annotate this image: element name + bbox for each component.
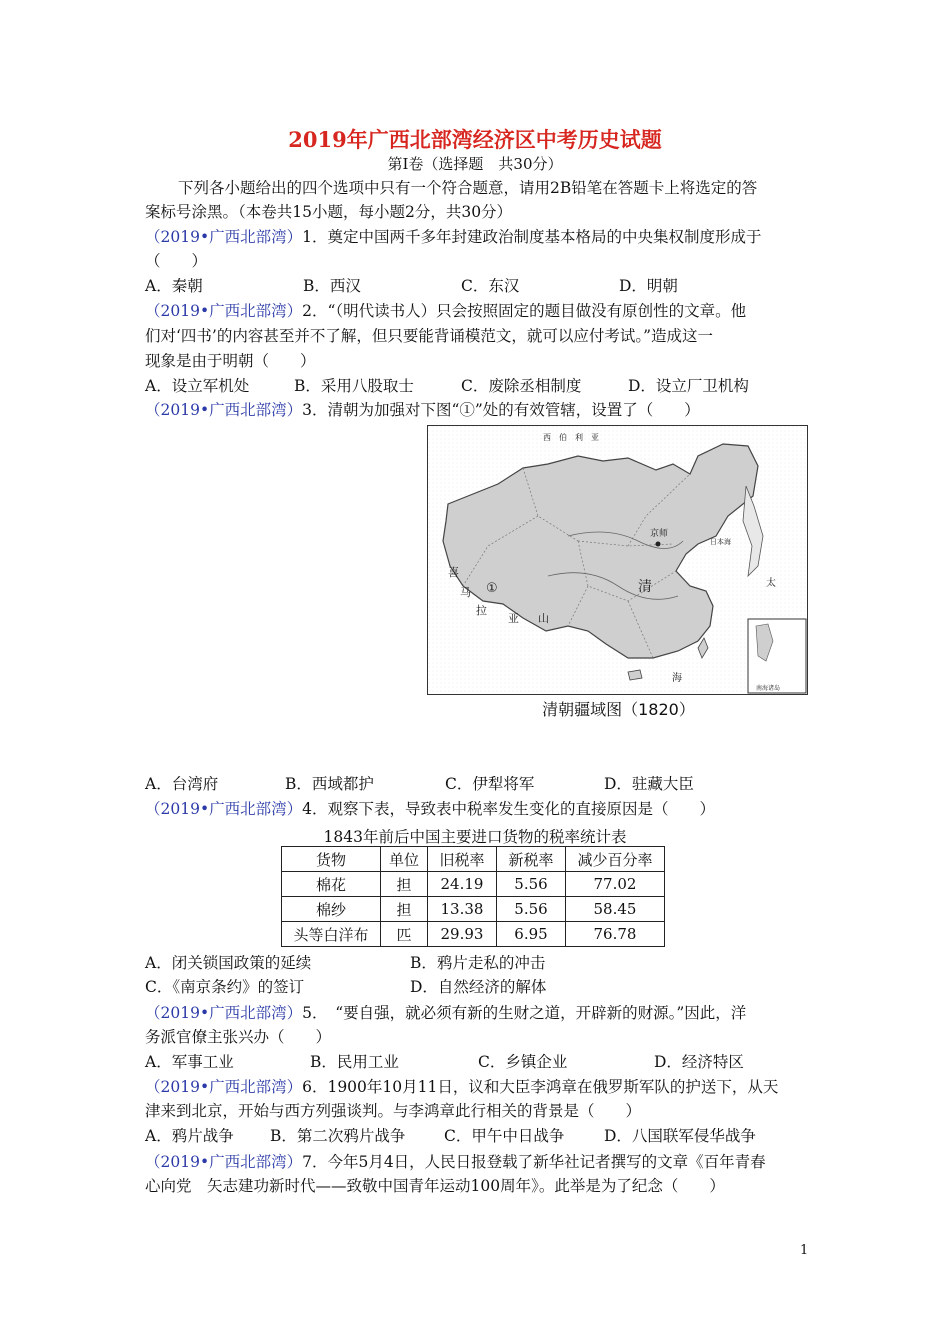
label-himalaya-5: 山 bbox=[538, 612, 549, 625]
question-3-text: 3．清朝为加强对下图“①”处的有效管辖，设置了（ ） bbox=[302, 401, 700, 419]
question-4-line-1 bbox=[145, 797, 715, 821]
table-cell: 5.56 bbox=[497, 872, 566, 897]
table-cell: 棉花 bbox=[282, 872, 381, 897]
question-1-line-1 bbox=[145, 225, 761, 249]
q3-option-b: B．西域都护 bbox=[285, 775, 374, 793]
table-header-row bbox=[282, 847, 665, 872]
label-himalaya-2: 马 bbox=[460, 586, 471, 599]
label-south-sea-islands: 南海诸岛 bbox=[756, 685, 781, 692]
source-tag: （2019•广西北部湾） bbox=[145, 800, 303, 818]
table-row bbox=[282, 897, 665, 922]
q1-option-b: B．西汉 bbox=[303, 277, 361, 295]
table-cell: 5.56 bbox=[497, 897, 566, 922]
q5-option-d: D．经济特区 bbox=[654, 1053, 744, 1071]
q5-option-b: B．民用工业 bbox=[310, 1053, 399, 1071]
label-sea: 海 bbox=[672, 673, 682, 684]
table-cell: 6.95 bbox=[497, 922, 566, 947]
question-5-text: 5． “要自强，就必须有新的生财之道，开辟新的财源。”因此，洋 bbox=[302, 1004, 747, 1022]
table-header-cell: 减少百分率 bbox=[566, 847, 665, 872]
q2-option-b: B．采用八股取士 bbox=[294, 377, 414, 395]
label-himalaya-1: 喜 bbox=[448, 566, 459, 579]
q6-option-a: A．鸦片战争 bbox=[145, 1127, 234, 1145]
table-cell: 13.38 bbox=[428, 897, 497, 922]
label-region-1: ① bbox=[486, 581, 498, 596]
table-cell: 棉纱 bbox=[282, 897, 381, 922]
source-tag: （2019•广西北部湾） bbox=[145, 302, 303, 320]
question-2-line-3: 现象是由于明朝（ ） bbox=[145, 352, 316, 370]
q2-option-c: C．废除丞相制度 bbox=[461, 377, 582, 395]
question-7-text: 7．今年5月4日，人民日报登载了新华社记者撰写的文章《百年青春 bbox=[302, 1153, 766, 1171]
question-3-line-1 bbox=[145, 398, 700, 422]
table-header-cell: 旧税率 bbox=[428, 847, 497, 872]
capital-marker bbox=[656, 542, 661, 547]
source-tag: （2019•广西北部湾） bbox=[145, 1153, 303, 1171]
label-himalaya-3: 拉 bbox=[476, 604, 487, 617]
q3-option-a: A．台湾府 bbox=[145, 775, 219, 793]
source-tag: （2019•广西北部湾） bbox=[145, 1004, 303, 1022]
q1-option-c: C．东汉 bbox=[461, 277, 520, 295]
table-cell: 担 bbox=[381, 897, 428, 922]
table-cell: 担 bbox=[381, 872, 428, 897]
table-title: 1843年前后中国主要进口货物的税率统计表 bbox=[323, 828, 627, 846]
q2-option-a: A．设立军机处 bbox=[145, 377, 250, 395]
table-cell: 29.93 bbox=[428, 922, 497, 947]
instructions-line-1: 下列各小题给出的四个选项中只有一个符合题意，请用2B铅笔在答题卡上将选定的答 bbox=[178, 179, 758, 197]
tax-rate-table bbox=[281, 846, 665, 947]
table-header-cell: 货物 bbox=[282, 847, 381, 872]
table-cell: 58.45 bbox=[566, 897, 665, 922]
q3-option-c: C．伊犁将军 bbox=[445, 775, 535, 793]
question-2-text: 2．“（明代读书人）只会按照固定的题目做没有原创性的文章。他 bbox=[302, 302, 747, 320]
page-title: 2019年广西北部湾经济区中考历史试题 bbox=[288, 127, 662, 152]
q1-option-d: D．明朝 bbox=[619, 277, 678, 295]
table-cell: 24.19 bbox=[428, 872, 497, 897]
label-pacific-1: 太 bbox=[766, 578, 776, 589]
q4-option-d: D．自然经济的解体 bbox=[410, 978, 547, 996]
question-1-text: 1．奠定中国两千多年封建政治制度基本格局的中央集权制度形成于 bbox=[302, 228, 762, 246]
table-header-cell: 新税率 bbox=[497, 847, 566, 872]
table-row bbox=[282, 922, 665, 947]
question-6-text: 6．1900年10月11日，议和大臣李鸿章在俄罗斯军队的护送下，从天 bbox=[302, 1078, 779, 1096]
q6-option-b: B．第二次鸦片战争 bbox=[270, 1127, 406, 1145]
q4-option-a: A．闭关锁国政策的延续 bbox=[145, 954, 312, 972]
question-4-text: 4．观察下表，导致表中税率发生变化的直接原因是（ ） bbox=[302, 800, 715, 818]
map-caption: 清朝疆域图（1820） bbox=[542, 700, 695, 719]
instructions-line-2: 案标号涂黑。（本卷共15小题，每小题2分，共30分） bbox=[145, 203, 513, 221]
question-2-line-2: 们对‘四书’的内容甚至并不了解，但只要能背诵模范文，就可以应付考试。”造成这一 bbox=[145, 327, 714, 345]
q4-option-b: B．鸦片走私的冲击 bbox=[410, 954, 546, 972]
table-row bbox=[282, 872, 665, 897]
section-subtitle: 第Ⅰ卷（选择题 共30分） bbox=[387, 155, 563, 173]
question-5-line-2: 务派官僚主张兴办（ ） bbox=[145, 1028, 332, 1046]
q6-option-c: C．甲午中日战争 bbox=[444, 1127, 565, 1145]
question-7-line-1 bbox=[145, 1150, 766, 1174]
table-cell: 匹 bbox=[381, 922, 428, 947]
table-header-cell: 单位 bbox=[381, 847, 428, 872]
label-qing: 清 bbox=[638, 579, 652, 595]
q1-option-a: A．秦朝 bbox=[145, 277, 203, 295]
question-6-line-1 bbox=[145, 1075, 778, 1099]
q3-option-d: D．驻藏大臣 bbox=[604, 775, 694, 793]
label-capital: 京师 bbox=[650, 529, 669, 539]
source-tag: （2019•广西北部湾） bbox=[145, 1078, 303, 1096]
label-sea-of-japan: 日本海 bbox=[710, 538, 731, 546]
source-tag: （2019•广西北部湾） bbox=[145, 228, 303, 246]
table-cell: 头等白洋布 bbox=[282, 922, 381, 947]
q4-option-c: C．《南京条约》的签订 bbox=[145, 978, 305, 996]
table-cell: 77.02 bbox=[566, 872, 665, 897]
table-cell: 76.78 bbox=[566, 922, 665, 947]
map-graphic bbox=[428, 426, 807, 694]
q2-option-d: D．设立厂卫机构 bbox=[628, 377, 749, 395]
question-5-line-1 bbox=[145, 1001, 746, 1025]
q5-option-a: A．军事工业 bbox=[145, 1053, 234, 1071]
label-siberia: 西 伯 利 亚 bbox=[543, 433, 599, 442]
label-himalaya-4: 亚 bbox=[508, 612, 519, 625]
question-7-line-2: 心向党 矢志建功新时代——致敬中国青年运动100周年》。此举是为了纪念（ ） bbox=[145, 1177, 725, 1195]
question-2-line-1 bbox=[145, 299, 746, 323]
qing-territory-map bbox=[427, 425, 808, 695]
hainan-island bbox=[628, 670, 642, 680]
source-tag: （2019•广西北部湾） bbox=[145, 401, 303, 419]
question-1-line-2: （ ） bbox=[145, 252, 208, 270]
question-6-line-2: 津来到北京，开始与西方列强谈判。与李鸿章此行相关的背景是（ ） bbox=[145, 1102, 642, 1120]
q6-option-d: D．八国联军侵华战争 bbox=[604, 1127, 756, 1145]
page-number: 1 bbox=[800, 1243, 809, 1258]
q5-option-c: C．乡镇企业 bbox=[478, 1053, 568, 1071]
